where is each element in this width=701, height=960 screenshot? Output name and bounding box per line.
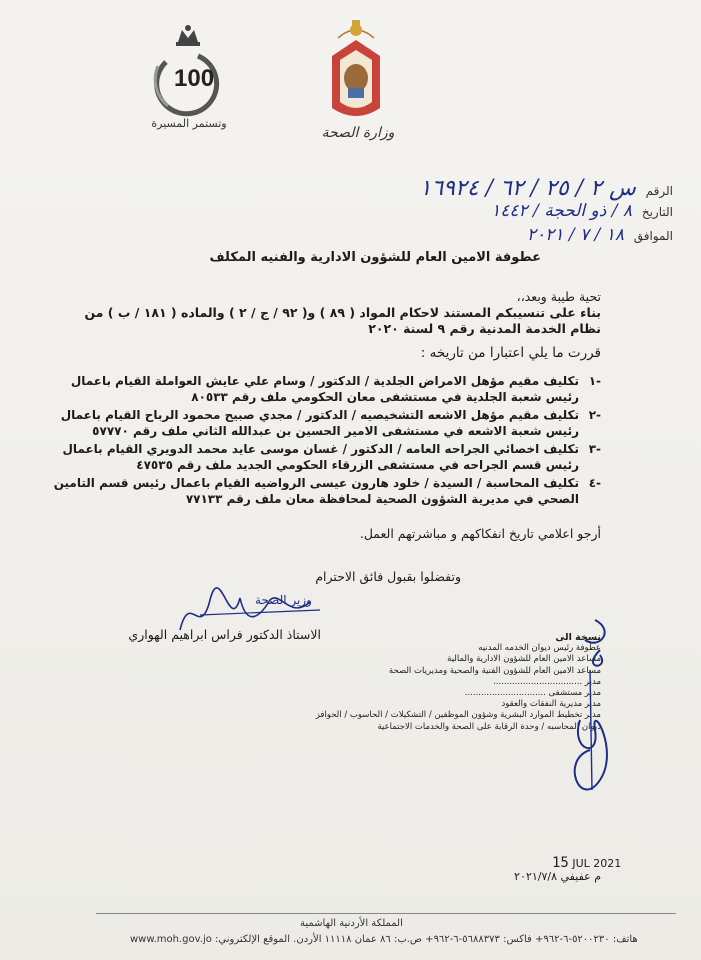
logo-caption: وتستمر المسيرة: [151, 117, 227, 130]
crown-crest-icon: [326, 16, 386, 126]
dated-note: م عفيفي ٢٠٢١/٧/٨: [514, 870, 601, 883]
reference-date-value: ٨ / ذو الحجة / ١٤٤٢: [491, 201, 633, 221]
svg-text:100: 100: [174, 65, 215, 92]
cc-line: ديوان المحاسبه / وحدة الرقابة على الصحة والخدمات الاجتماعية: [377, 721, 601, 732]
cc-line: مساعد الامين العام للشؤون الادارية والمالية: [447, 654, 601, 665]
reference-number-label: الرقم: [645, 184, 673, 198]
cc-line: مساعد الامين العام للشؤون الفنية والصحية ومديريات الصحة: [388, 665, 601, 676]
item-number: -٢: [588, 408, 601, 422]
centennial-logo: [138, 22, 238, 132]
reference-equiv-label: الموافق: [633, 229, 673, 243]
list-item: [53, 407, 601, 439]
reference-number-row: [420, 176, 673, 201]
cc-line: مدير مستشفى ..............................: [464, 688, 601, 699]
reference-date-row: [491, 201, 673, 221]
footer-kingdom: المملكة الأردنية الهاشمية: [300, 918, 403, 929]
closing-regards: وتفضلوا بقبول فائق الاحترام: [315, 569, 461, 584]
item-text: تكليف مقيم مؤهل الاشعه التشخيصيه / الدكتور / مجدي صبيح محمود الرباح القيام باعمال رئيس شعبة الاشعه في مستشفى الامير الحسين بن عبدالله الثاني ملف رقم ٥٧٧٧٠: [60, 408, 579, 438]
stamp-month-year: JUL 2021: [572, 857, 622, 870]
footer-contact: [130, 934, 695, 945]
greeting: تحية طيبة وبعد،،: [516, 289, 601, 304]
decision-line: قررت ما يلي اعتبارا من تاريخه :: [420, 345, 601, 361]
item-number: -٤: [588, 476, 601, 490]
cc-title: نسخة الى: [555, 632, 601, 643]
cc-line: مدير .................................: [493, 676, 601, 687]
item-number: -١: [588, 374, 601, 388]
footer-divider: [96, 913, 676, 914]
reference-equiv-row: [527, 225, 673, 245]
reference-number-value: س ٢ / ٢٥ / ٦٢ / ١٦٩٢٤: [419, 176, 636, 201]
cc-line: عطوفة رئيس ديوان الخدمه المدنيه: [478, 643, 601, 654]
item-number: -٣: [588, 442, 601, 456]
contact-info: هاتف: ٥٢٠٠٢٣٠-٦-٩٦٢+ فاكس: ٥٦٨٨٣٧٣-٦-٩٦٢+ ص.ب: ٨٦ عمان ١١١١٨ الأردن. الموقع الإلكتروني:: [215, 934, 638, 945]
request-line: أرجو اعلامي تاريخ انفكاكهم و مباشرتهم العمل.: [359, 526, 601, 541]
decision-items: [53, 373, 601, 509]
reference-equiv-value: ١٨ / ٧ / ٢٠٢١: [526, 225, 624, 245]
svg-text:وزير الصحة: وزير الصحة: [255, 593, 312, 607]
stamp-day: 15: [552, 855, 569, 871]
received-stamp: [552, 855, 621, 871]
item-text: تكليف مقيم مؤهل الامراض الجلدية / الدكتور / وسام علي عايش العواملة القيام باعمال رئيس شعبة الجلدية في مستشفى معان الحكومي ملف رقم ٨٠٥٣٣: [70, 374, 579, 404]
signer-name: الاستاذ الدكتور فراس ابراهيم الهواري: [128, 627, 321, 642]
website-link[interactable]: www.moh.gov.jo: [130, 934, 212, 945]
reference-date-label: التاريخ: [641, 205, 673, 219]
approval-scribble: [540, 610, 630, 830]
item-text: تكليف المحاسبة / السيدة / خلود هارون عيسى الرواضيه القيام باعمال رئيس قسم التامين الصحي في مديرية الشؤون الصحية لمحافظة معان ملف رقم ٧٧١٣٣: [53, 476, 579, 506]
cc-line: مدير مديرية النفقات والعقود: [501, 699, 601, 710]
list-item: [53, 475, 601, 507]
ministry-name: وزارة الصحة: [321, 125, 395, 141]
list-item: [53, 373, 601, 405]
item-text: تكليف اخصائي الجراحه العامه / الدكتور / غسان موسى عايد محمد الدويري القيام باعمال رئيس قسم الجراحه في مستشفى الزرقاء الحكومي الجديد ملف رقم ٤٧٥٣٥: [62, 442, 579, 472]
cc-line: مدير تخطيط الموارد البشرية وشؤون الموظفين / التشكيلات / الحاسوب / الحوافز: [315, 710, 601, 721]
coat-of-arms: [326, 16, 386, 126]
intro-paragraph: بناء على تنسيبكم المستند لاحكام المواد ( ٨٩ ) و( ٩٢ / ج / ٢ ) والماده ( ١٨١ / ب ) من نظام الخدمة المدنية رقم ٩ لسنة ٢٠٢٠: [84, 305, 601, 336]
addressee: عطوفة الامين العام للشؤون الادارية والفنيه المكلف: [209, 250, 541, 265]
crown-100-icon: [138, 22, 238, 117]
list-item: [53, 441, 601, 473]
